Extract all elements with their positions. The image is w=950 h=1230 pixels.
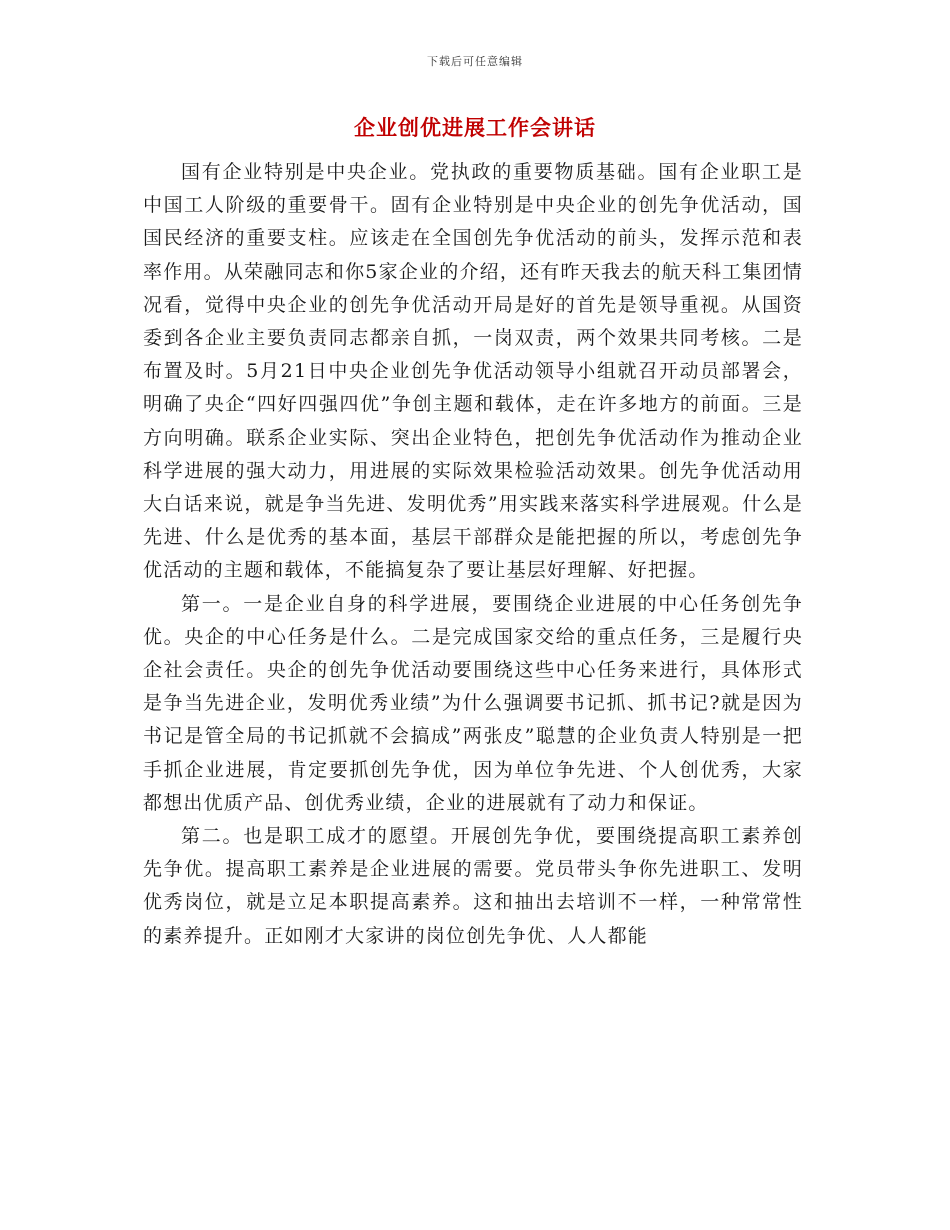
paragraph-1: 国有企业特别是中央企业。党执政的重要物质基础。国有企业职工是中国工人阶级的重要骨干。固有企业特别是中央企业的创先争优活动，国国民经济的重要支柱。应该走在全国创先争优活动的前头，发挥示范和表率作用。从荣融同志和你5家企业的介绍，还有昨天我去的航天科工集团情况看，觉得中央企业的创先争优活动开局是好的首先是领导重视。从国资委到各企业主要负责同志都亲自抓，一岗双责，两个效果共同考核。二是布置及时。5月21日中央企业创先争优活动领导小组就召开动员部署会，明确了央企“四好四强四优”争创主题和载体，走在许多地方的前面。三是方向明确。联系企业实际、突出企业特色，把创先争优活动作为推动企业科学进展的强大动力，用进展的实际效果检验活动效果。创先争优活动用大白话来说，就是争当先进、发明优秀”用实践来落实科学进展观。什么是先进、什么是优秀的基本面，基层干部群众是能把握的所以，考虑创先争优活动的主题和载体，不能搞复杂了要让基层好理解、好把握。 — [143, 161, 803, 582]
header-note: 下载后可任意编辑 — [427, 55, 523, 68]
paragraph-3: 第二。也是职工成才的愿望。开展创先争优，要围绕提高职工素养创先争优。提高职工素养是企业进展的需要。党员带头争你先进职工、发明优秀岗位，就是立足本职提高素养。这和抽出去培训不一样，一种常常性的素养提升。正如刚才大家讲的岗位创先争优、人人都能 — [143, 825, 803, 947]
document-body — [143, 156, 803, 953]
document-title: 企业创优进展工作会讲话 — [354, 116, 596, 140]
paragraph-2: 第一。一是企业自身的科学进展，要围绕企业进展的中心任务创先争优。央企的中心任务是什么。二是完成国家交给的重点任务，三是履行央企社会责任。央企的创先争优活动要围绕这些中心任务来进行，具体形式是争当先进企业，发明优秀业绩”为什么强调要书记抓、抓书记?就是因为书记是管全局的书记抓就不会搞成”两张皮”聪慧的企业负责人特别是一把手抓企业进展，肯定要抓创先争优，因为单位争先进、个人创优秀，大家都想出优质产品、创优秀业绩，企业的进展就有了动力和保证。 — [143, 592, 803, 814]
